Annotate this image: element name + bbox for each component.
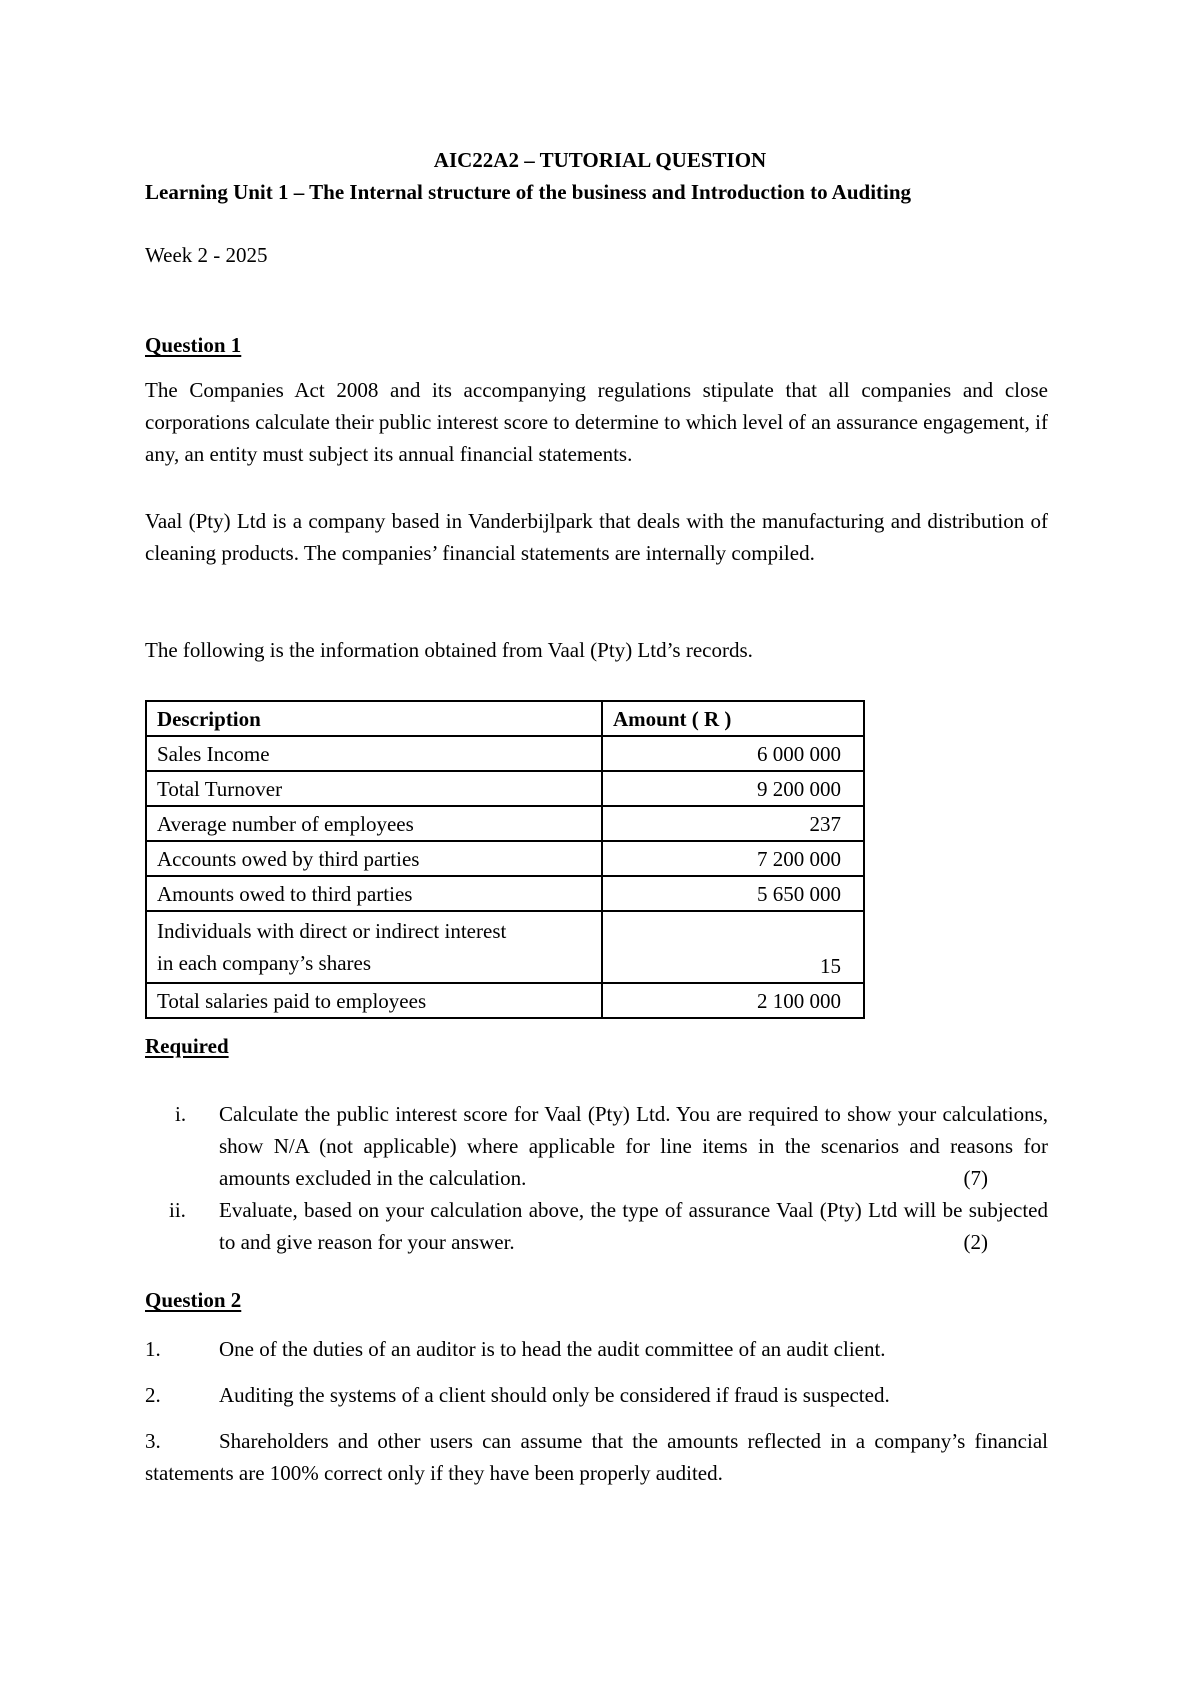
table-cell-description: Sales Income (146, 736, 602, 771)
question-2-item-number: 1. (145, 1337, 161, 1361)
required-item-marker (169, 1194, 205, 1226)
table-cell-amount: 2 100 000 (602, 983, 864, 1018)
question-1-paragraph-2: Vaal (Pty) Ltd is a company based in Vanderbijlpark that deals with the manufacturing and distribution of cleaning products. The companies’ financial statements are internally compiled. (145, 509, 1048, 565)
table-cell-amount: 9 200 000 (602, 771, 864, 806)
table-cell-description: Average number of employees (146, 806, 602, 841)
question-1-paragraph-1: The Companies Act 2008 and its accompanying regulations stipulate that all companies and close corporations calculate their public interest score to determine to which level of an assurance engagement, if any, an entity must subject its annual financial statements. (145, 378, 1048, 466)
question-2-heading: Question 2 (145, 1288, 242, 1312)
question-2-item (145, 1379, 1048, 1411)
required-item-marker-text: i. (175, 1102, 187, 1126)
table-header-row (146, 701, 864, 736)
table-cell-description: Total Turnover (146, 771, 602, 806)
question-2-item-text: Auditing the systems of a client should only be considered if fraud is suspected. (219, 1383, 890, 1407)
required-item-body: Calculate the public interest score for Vaal (Pty) Ltd. You are required to show your calculations, show N/A (not applicable) where applicable for line items in the scenarios and reasons for amounts excluded in the calculation. (219, 1102, 1048, 1190)
question-2-item (145, 1425, 1048, 1489)
table-cell-amount: 15 (602, 911, 864, 983)
question-1-paragraph-3: The following is the information obtained from Vaal (Pty) Ltd’s records. (145, 638, 753, 662)
week-label: Week 2 - 2025 (145, 243, 268, 267)
table-cell-description-line-1: Individuals with direct or indirect interest (157, 919, 507, 943)
required-item-text (219, 1098, 1048, 1194)
required-item-ii (145, 1194, 1048, 1258)
question-1-heading: Question 1 (145, 333, 242, 357)
table-cell-description: Total salaries paid to employees (146, 983, 602, 1018)
table-cell-description: Accounts owed by third parties (146, 841, 602, 876)
table-row (146, 806, 864, 841)
required-item-marker-text: ii. (169, 1198, 186, 1222)
question-2-item (145, 1333, 1048, 1365)
required-item-marks: (7) (963, 1166, 988, 1190)
document-subtitle: Learning Unit 1 – The Internal structure of the business and Introduction to Auditing (145, 180, 912, 204)
table-header-description: Description (146, 701, 602, 736)
table-cell-amount: 5 650 000 (602, 876, 864, 911)
table-cell-amount: 237 (602, 806, 864, 841)
table-cell-amount: 6 000 000 (602, 736, 864, 771)
table-row (146, 736, 864, 771)
table-header-amount: Amount ( R ) (602, 701, 864, 736)
table-row (146, 983, 864, 1018)
required-item-body: Evaluate, based on your calculation above, the type of assurance Vaal (Pty) Ltd will be subjected to and give reason for your answer. (219, 1198, 1048, 1254)
required-item-marker (175, 1098, 205, 1130)
table-row (146, 841, 864, 876)
table-cell-description: Amounts owed to third parties (146, 876, 602, 911)
records-table (145, 700, 865, 1019)
required-heading: Required (145, 1034, 229, 1058)
required-item-text (219, 1194, 1048, 1258)
table-cell-description (146, 911, 602, 983)
document-title: AIC22A2 – TUTORIAL QUESTION (433, 148, 767, 172)
table-row (146, 771, 864, 806)
required-item-i (145, 1098, 1048, 1194)
table-cell-description-line-2: in each company’s shares (157, 951, 372, 975)
question-2-item-text: Shareholders and other users can assume that the amounts reflected in a company’s financial statements are 100% correct only if they have been properly audited. (145, 1429, 1048, 1485)
required-item-marks: (2) (963, 1230, 988, 1254)
question-2-item-number: 2. (145, 1383, 161, 1407)
table-row (146, 876, 864, 911)
table-row (146, 911, 864, 983)
table-cell-amount: 7 200 000 (602, 841, 864, 876)
question-2-item-number: 3. (145, 1429, 161, 1453)
question-2-item-text: One of the duties of an auditor is to head the audit committee of an audit client. (219, 1337, 886, 1361)
